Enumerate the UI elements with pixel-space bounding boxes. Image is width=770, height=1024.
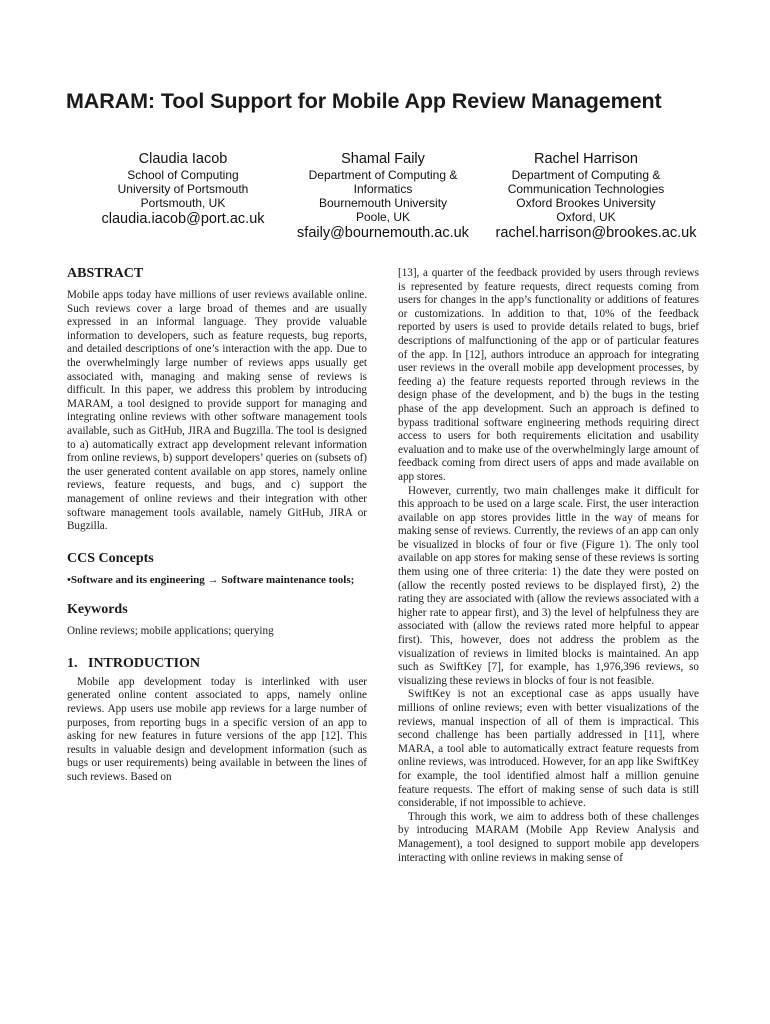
author-affiliation-line: School of Computing — [127, 168, 239, 182]
author-affiliation-line: Poole, UK — [355, 210, 411, 224]
author-affiliation-line: Informatics — [353, 182, 413, 196]
author-affiliation-line: Oxford Brookes University — [516, 196, 656, 210]
introduction-paragraph: [13], a quarter of the feedback provided by users through reviews is represented by feature requests, direct requests coming from users for changes in the app’s functionality or additions of features or customizations. In addition to that, 10% of the feedback reported by users is used to provide details related to bugs, brief descriptions of malfunctioning of the app or of particular features of the app. In [12], authors introduce an approach for integrating user reviews in the overall mobile app development processes, by feeding a) the feature requests reported through reviews in the design phase of the development, and b) the bugs in the testing phase of the app development. Such an approach is defined to bypass traditional software engineering methods requiring direct access to users for both requirements elicitation and usability evaluation and to make use of the overwhelmingly large amount of feedback coming from direct users of apps and made available on app stores. — [398, 267, 699, 483]
left-column — [67, 265, 367, 785]
introduction-paragraph: SwiftKey is not an exceptional case as apps usually have millions of online reviews; even with better visualizations of the reviews, manual inspection of all of them is impractical. This second challenge has been partially addressed in [11], where MARA, a tool able to automatically extract feature requests from online reviews, was introduced. However, for an app like SwiftKey for example, the tool identified almost half a million genuine feature requests. The effort of making sense of such data is still considerable, if not impossible to achieve. — [398, 688, 699, 810]
author-email: rachel.harrison@brookes.ac.uk — [495, 225, 697, 241]
author-name: Rachel Harrison — [534, 151, 638, 167]
introduction-paragraph: Through this work, we aim to address both of these challenges by introducing MARAM (Mobile App Review Analysis and Management), a tool designed to support mobile app developers interacting with online reviews in making sense of — [398, 810, 699, 864]
author-affiliation-line: Communication Technologies — [507, 182, 665, 196]
author-name: Claudia Iacob — [138, 151, 228, 167]
author-block-iacob — [78, 150, 288, 228]
author-name: Shamal Faily — [341, 151, 425, 167]
ccs-heading: CCS Concepts — [67, 550, 154, 566]
author-affiliation-line: Department of Computing & — [308, 168, 458, 182]
ccs-text: •Software and its engineering → Software maintenance tools; — [67, 573, 355, 586]
author-block-faily — [293, 150, 473, 242]
author-block-harrison — [488, 150, 697, 242]
abstract-text: Mobile apps today have millions of user reviews available online. Such reviews cover a large broad of themes and are usually expressed in an informal language. They provide valuable information to developers, such as feature requests, bug reports, and detailed descriptions of one’s interaction with the app. Due to the overwhelmingly large number of reviews apps usually get associated with, managing and making sense of reviews is difficult. In this paper, we address this problem by introducing MARAM, a tool designed to provide support for managing and integrating online reviews with other software management tools available, such as GitHub, JIRA and Bugzilla. The tool is designed to a) automatically extract app development relevant information from online reviews, b) support developers’ queries on (subsets of) the user generated content available on app stores, namely online reviews, feature requests, and bugs, and c) support the management of online reviews and their integration with other software management tools available, namely GitHub, JIRA or Bugzilla. — [67, 289, 367, 533]
author-email: sfaily@bournemouth.ac.uk — [297, 225, 469, 241]
introduction-text-left: Mobile app development today is interlinked with user generated online content associated to apps, namely online reviews. App users use mobile app reviews for a large number of purposes, from reporting bugs in a specific version of an app to asking for new features in future versions of the app [12]. This results in valuable design and development information (such as bugs or user requirements) being available in between the lines of such reviews. Based on — [67, 675, 367, 784]
author-affiliation-line: University of Portsmouth — [117, 182, 249, 196]
author-affiliation-line: Oxford, UK — [556, 210, 616, 224]
introduction-heading: 1. INTRODUCTION — [67, 655, 201, 671]
abstract-heading: ABSTRACT — [67, 266, 144, 281]
keywords-heading: Keywords — [67, 602, 128, 618]
keywords-text: Online reviews; mobile applications; querying — [67, 625, 274, 638]
right-column — [398, 267, 699, 865]
author-affiliation-line: Department of Computing & — [511, 168, 661, 182]
author-affiliation-line: Portsmouth, UK — [140, 196, 226, 210]
introduction-paragraph: However, currently, two main challenges make it difficult for this approach to be used on a large scale. First, the user interaction available on app stores provides little in the way of means for making sense of reviews. Currently, the reviews of an app can only be visualized in blocks of four or five (Figure 1). The only tool available on app stores for making sense of these reviews is sorting them using one of three criteria: 1) the date they were posted on (allow the recently posted reviews to be displayed first), 2) the rating they are associated with (allow the reviews associated with a higher rate to appear first), and 3) the level of helpfulness they are associated with (allow the reviews rated more helpful to appear first). This, however, does not address the problem as the visualization of reviews in limited blocks is maintained. An app such as SwiftKey [7], for example, has 1,976,396 reviews, so visualizing these reviews in blocks of four is not feasible. — [398, 484, 699, 687]
paper-title: MARAM: Tool Support for Mobile App Review Management — [66, 89, 662, 113]
author-affiliation-line: Bournemouth University — [318, 196, 448, 210]
author-email: claudia.iacob@port.ac.uk — [101, 211, 265, 227]
